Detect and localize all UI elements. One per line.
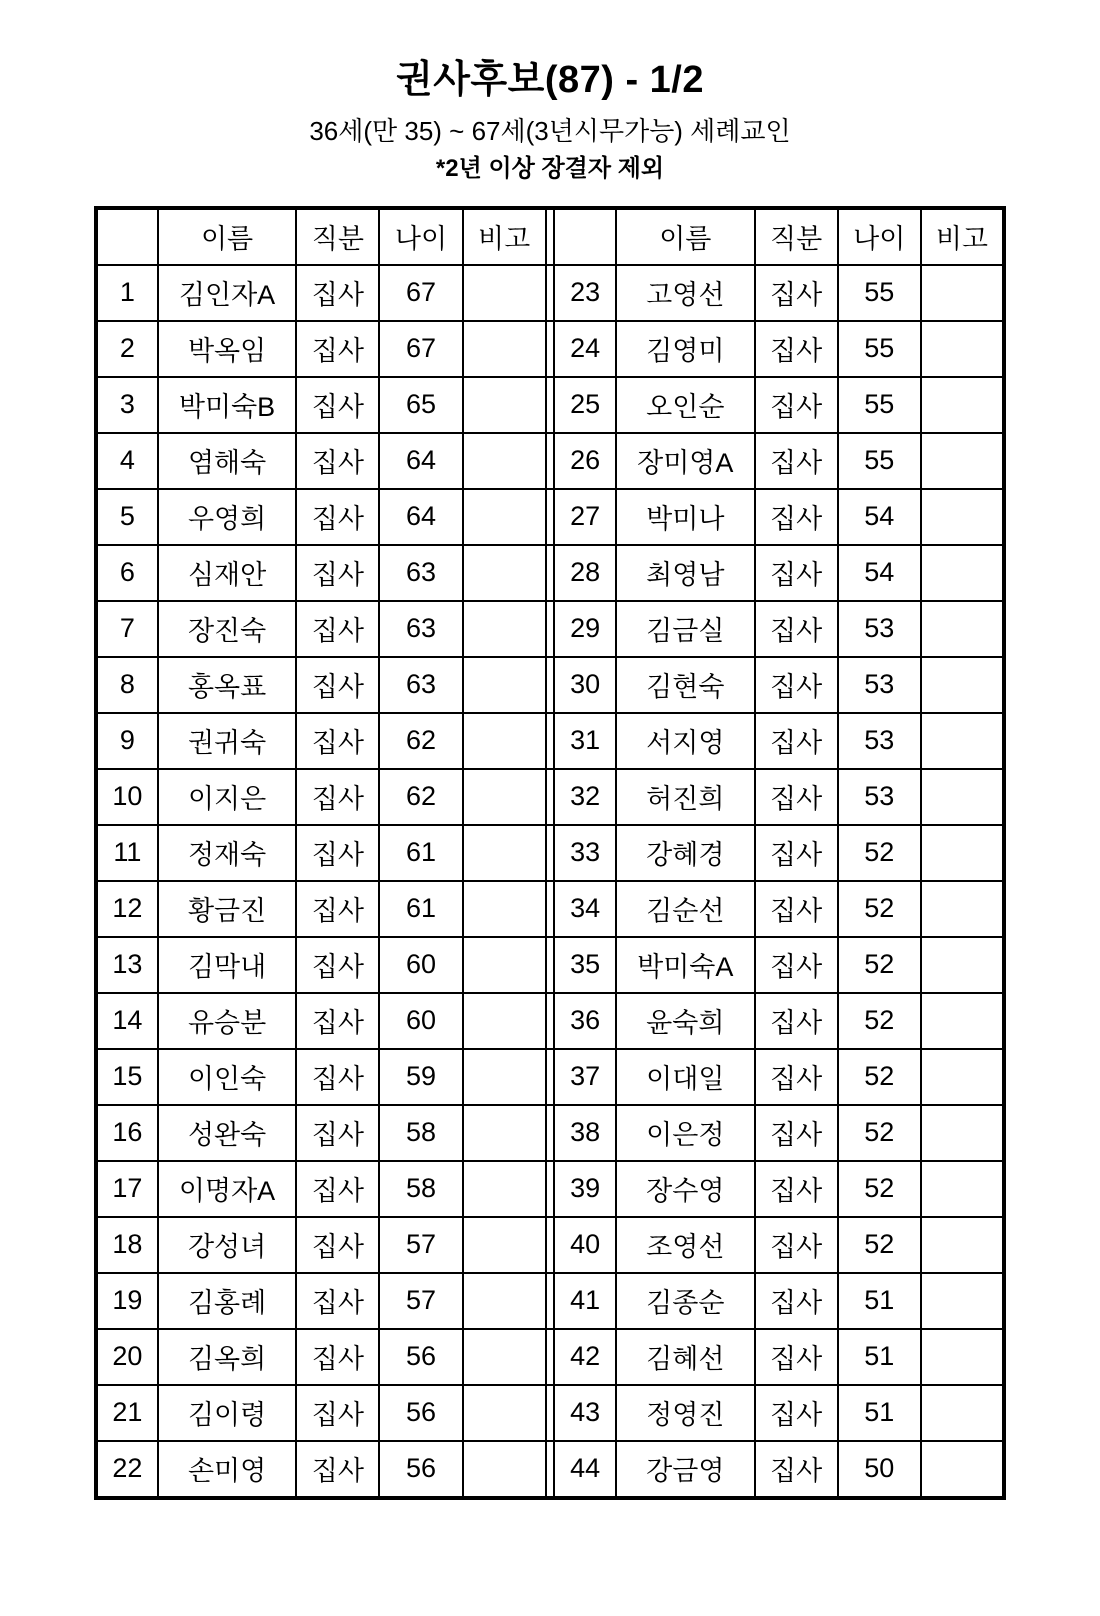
row-name: 김막내 bbox=[158, 937, 297, 993]
row-name: 조영선 bbox=[616, 1217, 755, 1273]
row-name: 강금영 bbox=[616, 1441, 755, 1498]
column-divider bbox=[546, 601, 555, 657]
row-age: 55 bbox=[838, 265, 921, 321]
row-note bbox=[463, 1217, 546, 1273]
row-index: 40 bbox=[554, 1217, 616, 1273]
row-age: 63 bbox=[379, 657, 462, 713]
row-note bbox=[921, 1161, 1004, 1217]
row-age: 51 bbox=[838, 1329, 921, 1385]
row-name: 심재안 bbox=[158, 545, 297, 601]
row-age: 67 bbox=[379, 321, 462, 377]
row-role: 집사 bbox=[755, 321, 838, 377]
row-name: 정재숙 bbox=[158, 825, 297, 881]
row-index: 1 bbox=[96, 265, 158, 321]
row-index: 21 bbox=[96, 1385, 158, 1441]
row-index: 33 bbox=[554, 825, 616, 881]
row-age: 60 bbox=[379, 937, 462, 993]
table-row bbox=[96, 1441, 1004, 1498]
row-index: 17 bbox=[96, 1161, 158, 1217]
row-name: 김이령 bbox=[158, 1385, 297, 1441]
row-index: 14 bbox=[96, 993, 158, 1049]
row-index: 7 bbox=[96, 601, 158, 657]
row-index: 23 bbox=[554, 265, 616, 321]
row-age: 52 bbox=[838, 1105, 921, 1161]
row-note bbox=[921, 1441, 1004, 1498]
row-index: 5 bbox=[96, 489, 158, 545]
row-role: 집사 bbox=[296, 937, 379, 993]
column-divider bbox=[546, 937, 555, 993]
column-header-name-left: 이름 bbox=[158, 208, 297, 265]
row-role: 집사 bbox=[755, 825, 838, 881]
row-role: 집사 bbox=[755, 1273, 838, 1329]
page-subtitle: 36세(만 35) ~ 67세(3년시무가능) 세례교인 bbox=[309, 115, 791, 146]
row-age: 58 bbox=[379, 1105, 462, 1161]
row-age: 61 bbox=[379, 881, 462, 937]
column-divider bbox=[546, 1105, 555, 1161]
row-name: 손미영 bbox=[158, 1441, 297, 1498]
row-note bbox=[463, 769, 546, 825]
row-name: 김종순 bbox=[616, 1273, 755, 1329]
row-note bbox=[463, 881, 546, 937]
table-row bbox=[96, 769, 1004, 825]
row-role: 집사 bbox=[755, 1161, 838, 1217]
row-index: 16 bbox=[96, 1105, 158, 1161]
row-index: 31 bbox=[554, 713, 616, 769]
row-index: 27 bbox=[554, 489, 616, 545]
column-divider bbox=[546, 1161, 555, 1217]
row-name: 최영남 bbox=[616, 545, 755, 601]
row-note bbox=[921, 657, 1004, 713]
table-row bbox=[96, 321, 1004, 377]
document-page bbox=[0, 58, 1100, 1616]
row-role: 집사 bbox=[755, 1217, 838, 1273]
row-index: 11 bbox=[96, 825, 158, 881]
row-note bbox=[921, 1273, 1004, 1329]
column-header-role-left: 직분 bbox=[296, 208, 379, 265]
row-age: 67 bbox=[379, 265, 462, 321]
row-role: 집사 bbox=[755, 937, 838, 993]
row-role: 집사 bbox=[755, 713, 838, 769]
row-index: 35 bbox=[554, 937, 616, 993]
row-name: 고영선 bbox=[616, 265, 755, 321]
row-index: 26 bbox=[554, 433, 616, 489]
row-role: 집사 bbox=[296, 1049, 379, 1105]
row-note bbox=[921, 993, 1004, 1049]
row-age: 53 bbox=[838, 769, 921, 825]
row-name: 김금실 bbox=[616, 601, 755, 657]
row-index: 15 bbox=[96, 1049, 158, 1105]
row-age: 61 bbox=[379, 825, 462, 881]
row-note bbox=[463, 1273, 546, 1329]
row-role: 집사 bbox=[755, 1049, 838, 1105]
row-role: 집사 bbox=[755, 657, 838, 713]
row-role: 집사 bbox=[296, 993, 379, 1049]
row-age: 60 bbox=[379, 993, 462, 1049]
column-divider bbox=[546, 713, 555, 769]
table-row bbox=[96, 881, 1004, 937]
row-note bbox=[921, 1217, 1004, 1273]
row-note bbox=[921, 601, 1004, 657]
row-role: 집사 bbox=[296, 321, 379, 377]
row-name: 허진희 bbox=[616, 769, 755, 825]
column-divider bbox=[546, 1049, 555, 1105]
row-age: 52 bbox=[838, 1161, 921, 1217]
column-header-note-right: 비고 bbox=[921, 208, 1004, 265]
row-age: 58 bbox=[379, 1161, 462, 1217]
table-row bbox=[96, 1329, 1004, 1385]
row-role: 집사 bbox=[296, 265, 379, 321]
table-row bbox=[96, 1161, 1004, 1217]
row-age: 53 bbox=[838, 657, 921, 713]
row-name: 김영미 bbox=[616, 321, 755, 377]
row-role: 집사 bbox=[755, 1105, 838, 1161]
row-age: 57 bbox=[379, 1273, 462, 1329]
column-header-age-left: 나이 bbox=[379, 208, 462, 265]
row-age: 55 bbox=[838, 377, 921, 433]
row-role: 집사 bbox=[755, 1441, 838, 1498]
row-index: 19 bbox=[96, 1273, 158, 1329]
row-name: 박미숙A bbox=[616, 937, 755, 993]
row-name: 장수영 bbox=[616, 1161, 755, 1217]
roster-table bbox=[94, 206, 1006, 1500]
row-note bbox=[463, 489, 546, 545]
row-age: 56 bbox=[379, 1385, 462, 1441]
table-row bbox=[96, 377, 1004, 433]
row-name: 이지은 bbox=[158, 769, 297, 825]
row-age: 59 bbox=[379, 1049, 462, 1105]
row-age: 56 bbox=[379, 1441, 462, 1498]
row-name: 염해숙 bbox=[158, 433, 297, 489]
row-age: 65 bbox=[379, 377, 462, 433]
row-age: 51 bbox=[838, 1273, 921, 1329]
column-divider bbox=[546, 208, 555, 265]
row-role: 집사 bbox=[296, 1441, 379, 1498]
row-name: 김인자A bbox=[158, 265, 297, 321]
row-index: 42 bbox=[554, 1329, 616, 1385]
row-name: 이은정 bbox=[616, 1105, 755, 1161]
column-divider bbox=[546, 489, 555, 545]
column-header-name-right: 이름 bbox=[616, 208, 755, 265]
row-role: 집사 bbox=[755, 377, 838, 433]
row-age: 62 bbox=[379, 713, 462, 769]
row-index: 2 bbox=[96, 321, 158, 377]
row-name: 권귀숙 bbox=[158, 713, 297, 769]
row-note bbox=[921, 769, 1004, 825]
row-note bbox=[463, 433, 546, 489]
row-role: 집사 bbox=[296, 1329, 379, 1385]
row-index: 25 bbox=[554, 377, 616, 433]
row-role: 집사 bbox=[755, 545, 838, 601]
table-row bbox=[96, 1385, 1004, 1441]
column-divider bbox=[546, 265, 555, 321]
row-role: 집사 bbox=[755, 265, 838, 321]
column-divider bbox=[546, 377, 555, 433]
row-name: 강성녀 bbox=[158, 1217, 297, 1273]
row-role: 집사 bbox=[296, 769, 379, 825]
row-name: 박옥임 bbox=[158, 321, 297, 377]
row-note bbox=[921, 1329, 1004, 1385]
table-row bbox=[96, 265, 1004, 321]
row-note bbox=[921, 433, 1004, 489]
row-note bbox=[463, 265, 546, 321]
row-role: 집사 bbox=[755, 433, 838, 489]
row-name: 박미나 bbox=[616, 489, 755, 545]
row-index: 13 bbox=[96, 937, 158, 993]
column-divider bbox=[546, 1273, 555, 1329]
row-name: 김현숙 bbox=[616, 657, 755, 713]
table-row bbox=[96, 489, 1004, 545]
page-title: 권사후보(87) - 1/2 bbox=[395, 59, 704, 101]
column-divider bbox=[546, 321, 555, 377]
roster-table-wrapper bbox=[94, 206, 1006, 1500]
table-row bbox=[96, 1273, 1004, 1329]
row-note bbox=[921, 1105, 1004, 1161]
row-name: 오인순 bbox=[616, 377, 755, 433]
row-name: 박미숙B bbox=[158, 377, 297, 433]
row-note bbox=[921, 377, 1004, 433]
row-index: 28 bbox=[554, 545, 616, 601]
row-age: 54 bbox=[838, 545, 921, 601]
row-note bbox=[921, 265, 1004, 321]
table-row bbox=[96, 601, 1004, 657]
row-name: 윤숙희 bbox=[616, 993, 755, 1049]
row-note bbox=[463, 713, 546, 769]
row-note bbox=[463, 1105, 546, 1161]
column-header-role-right: 직분 bbox=[755, 208, 838, 265]
table-row bbox=[96, 545, 1004, 601]
row-age: 62 bbox=[379, 769, 462, 825]
row-note bbox=[463, 601, 546, 657]
row-name: 김홍례 bbox=[158, 1273, 297, 1329]
row-name: 황금진 bbox=[158, 881, 297, 937]
table-header-row bbox=[96, 208, 1004, 265]
row-role: 집사 bbox=[296, 825, 379, 881]
row-index: 39 bbox=[554, 1161, 616, 1217]
row-note bbox=[921, 1385, 1004, 1441]
row-note bbox=[921, 545, 1004, 601]
page-note: *2년 이상 장결자 제외 bbox=[435, 154, 665, 182]
row-age: 64 bbox=[379, 489, 462, 545]
row-note bbox=[463, 545, 546, 601]
row-index: 24 bbox=[554, 321, 616, 377]
column-divider bbox=[546, 545, 555, 601]
row-age: 52 bbox=[838, 1217, 921, 1273]
row-role: 집사 bbox=[296, 489, 379, 545]
row-note bbox=[921, 881, 1004, 937]
row-age: 53 bbox=[838, 713, 921, 769]
row-name: 이명자A bbox=[158, 1161, 297, 1217]
table-row bbox=[96, 993, 1004, 1049]
table-row bbox=[96, 1105, 1004, 1161]
row-note bbox=[463, 993, 546, 1049]
column-divider bbox=[546, 1217, 555, 1273]
table-row bbox=[96, 657, 1004, 713]
row-note bbox=[463, 1329, 546, 1385]
row-role: 집사 bbox=[296, 601, 379, 657]
row-role: 집사 bbox=[296, 433, 379, 489]
row-name: 우영희 bbox=[158, 489, 297, 545]
row-name: 유승분 bbox=[158, 993, 297, 1049]
row-index: 44 bbox=[554, 1441, 616, 1498]
column-header-index-right bbox=[554, 208, 616, 265]
row-role: 집사 bbox=[296, 713, 379, 769]
row-role: 집사 bbox=[296, 1161, 379, 1217]
table-row bbox=[96, 1049, 1004, 1105]
column-divider bbox=[546, 769, 555, 825]
row-name: 정영진 bbox=[616, 1385, 755, 1441]
row-name: 이인숙 bbox=[158, 1049, 297, 1105]
row-note bbox=[463, 825, 546, 881]
row-index: 34 bbox=[554, 881, 616, 937]
row-age: 64 bbox=[379, 433, 462, 489]
column-header-age-right: 나이 bbox=[838, 208, 921, 265]
column-divider bbox=[546, 881, 555, 937]
row-note bbox=[463, 321, 546, 377]
row-index: 4 bbox=[96, 433, 158, 489]
column-divider bbox=[546, 825, 555, 881]
row-note bbox=[921, 937, 1004, 993]
row-age: 54 bbox=[838, 489, 921, 545]
row-index: 37 bbox=[554, 1049, 616, 1105]
row-role: 집사 bbox=[755, 881, 838, 937]
row-note bbox=[921, 489, 1004, 545]
column-divider bbox=[546, 1385, 555, 1441]
column-divider bbox=[546, 993, 555, 1049]
row-note bbox=[463, 657, 546, 713]
row-index: 9 bbox=[96, 713, 158, 769]
row-note bbox=[463, 1441, 546, 1498]
row-name: 장진숙 bbox=[158, 601, 297, 657]
row-index: 41 bbox=[554, 1273, 616, 1329]
row-role: 집사 bbox=[296, 545, 379, 601]
row-age: 57 bbox=[379, 1217, 462, 1273]
row-age: 52 bbox=[838, 881, 921, 937]
row-index: 36 bbox=[554, 993, 616, 1049]
row-name: 장미영A bbox=[616, 433, 755, 489]
row-name: 홍옥표 bbox=[158, 657, 297, 713]
row-index: 18 bbox=[96, 1217, 158, 1273]
row-note bbox=[463, 937, 546, 993]
column-divider bbox=[546, 433, 555, 489]
table-row bbox=[96, 1217, 1004, 1273]
row-age: 52 bbox=[838, 993, 921, 1049]
row-index: 10 bbox=[96, 769, 158, 825]
row-name: 김순선 bbox=[616, 881, 755, 937]
column-header-index-left bbox=[96, 208, 158, 265]
row-role: 집사 bbox=[755, 489, 838, 545]
row-note bbox=[921, 825, 1004, 881]
row-age: 50 bbox=[838, 1441, 921, 1498]
row-index: 30 bbox=[554, 657, 616, 713]
row-name: 김혜선 bbox=[616, 1329, 755, 1385]
table-row bbox=[96, 937, 1004, 993]
row-age: 55 bbox=[838, 433, 921, 489]
row-role: 집사 bbox=[755, 993, 838, 1049]
row-name: 김옥희 bbox=[158, 1329, 297, 1385]
row-index: 20 bbox=[96, 1329, 158, 1385]
row-note bbox=[921, 713, 1004, 769]
row-age: 52 bbox=[838, 825, 921, 881]
table-row bbox=[96, 713, 1004, 769]
row-note bbox=[921, 321, 1004, 377]
row-age: 53 bbox=[838, 601, 921, 657]
row-role: 집사 bbox=[755, 601, 838, 657]
row-age: 56 bbox=[379, 1329, 462, 1385]
row-role: 집사 bbox=[755, 769, 838, 825]
row-role: 집사 bbox=[296, 657, 379, 713]
row-note bbox=[463, 1049, 546, 1105]
row-note bbox=[463, 1385, 546, 1441]
row-role: 집사 bbox=[296, 1273, 379, 1329]
row-index: 3 bbox=[96, 377, 158, 433]
row-index: 12 bbox=[96, 881, 158, 937]
row-age: 51 bbox=[838, 1385, 921, 1441]
table-row bbox=[96, 433, 1004, 489]
row-note bbox=[921, 1049, 1004, 1105]
table-row bbox=[96, 825, 1004, 881]
row-name: 성완숙 bbox=[158, 1105, 297, 1161]
row-role: 집사 bbox=[296, 1105, 379, 1161]
row-age: 55 bbox=[838, 321, 921, 377]
row-index: 22 bbox=[96, 1441, 158, 1498]
row-role: 집사 bbox=[755, 1385, 838, 1441]
row-age: 63 bbox=[379, 545, 462, 601]
row-index: 8 bbox=[96, 657, 158, 713]
row-age: 52 bbox=[838, 1049, 921, 1105]
row-role: 집사 bbox=[296, 1385, 379, 1441]
row-note bbox=[463, 1161, 546, 1217]
row-index: 32 bbox=[554, 769, 616, 825]
column-divider bbox=[546, 1441, 555, 1498]
row-note bbox=[463, 377, 546, 433]
row-index: 29 bbox=[554, 601, 616, 657]
row-age: 63 bbox=[379, 601, 462, 657]
row-name: 이대일 bbox=[616, 1049, 755, 1105]
row-name: 강혜경 bbox=[616, 825, 755, 881]
column-divider bbox=[546, 1329, 555, 1385]
column-header-note-left: 비고 bbox=[463, 208, 546, 265]
row-index: 38 bbox=[554, 1105, 616, 1161]
row-index: 43 bbox=[554, 1385, 616, 1441]
row-role: 집사 bbox=[296, 1217, 379, 1273]
row-role: 집사 bbox=[296, 377, 379, 433]
row-age: 52 bbox=[838, 937, 921, 993]
column-divider bbox=[546, 657, 555, 713]
row-role: 집사 bbox=[296, 881, 379, 937]
row-name: 서지영 bbox=[616, 713, 755, 769]
row-index: 6 bbox=[96, 545, 158, 601]
row-role: 집사 bbox=[755, 1329, 838, 1385]
